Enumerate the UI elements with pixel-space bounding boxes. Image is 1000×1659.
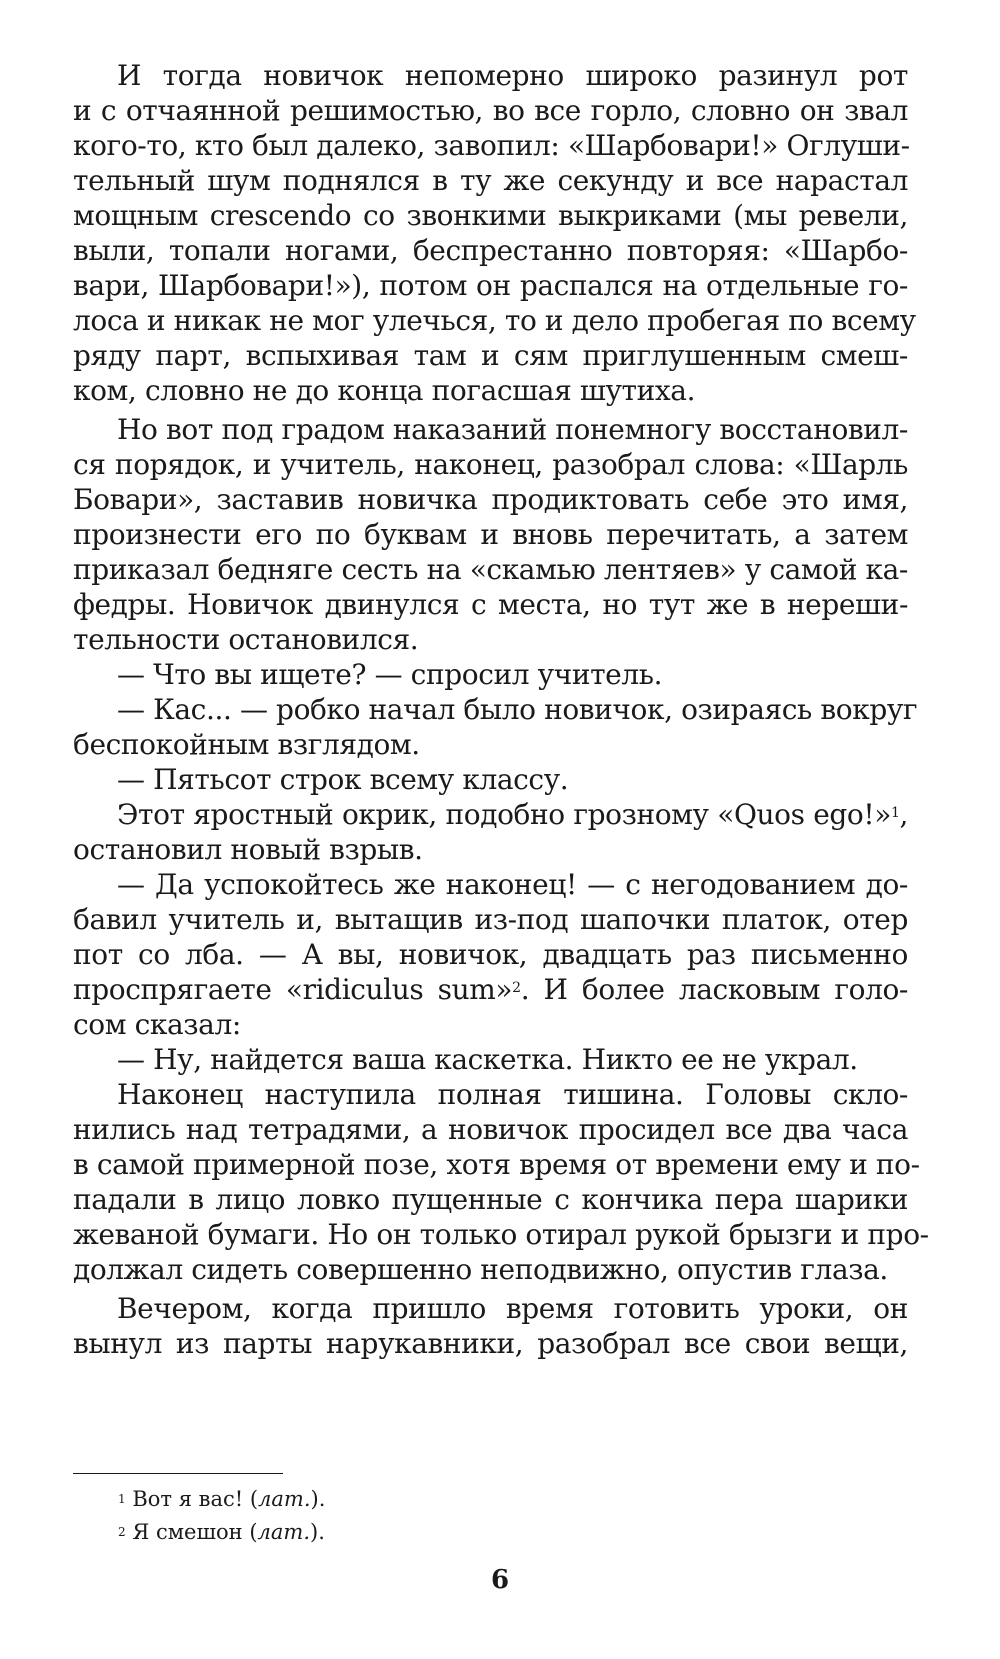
text-line: сом сказал: <box>73 1008 241 1041</box>
page-number: 6 <box>490 1565 510 1595</box>
footnote-italic: лат. <box>258 1487 311 1511</box>
text-line: — Ну, найдется ваша каскетка. Никто ее не украл. <box>117 1043 858 1076</box>
text-line <box>73 972 908 1008</box>
text-line: приказал бедняге сесть на «скамью лентяев» у самой ка- <box>73 553 908 586</box>
text-line: тельный шум поднялся в ту же секунду и все нарастал <box>73 164 908 197</box>
text-line: мощным crescendo со звонкими выкриками (мы ревели, <box>73 199 908 232</box>
text-line: тельности остановился. <box>73 623 419 656</box>
text-line: кого-то, кто был далеко, завопил: «Шарбовари!» Оглуши- <box>73 129 910 162</box>
footnote-mark: 2 <box>118 1525 126 1539</box>
text-line: Вечером, когда пришло время готовить уроки, он <box>117 1292 908 1325</box>
text-line: — Кас... — робко начал было новичок, озираясь вокруг <box>117 693 918 726</box>
text-line: лоса и никак не мог улечься, то и дело пробегая по всему <box>73 304 916 337</box>
text-line: бавил учитель и, вытащив из-под шапочки платок, отер <box>73 903 908 936</box>
text-line: произнести его по буквам и вновь перечитать, а затем <box>73 518 908 551</box>
text-line: — Да успокойтесь же наконец! — с негодованием до- <box>117 868 908 901</box>
footnote-mark: 1 <box>118 1492 126 1506</box>
text-line: Бовари», заставив новичка продиктовать себе это имя, <box>73 483 908 516</box>
text-span: . И более ласковым голо- <box>520 973 908 1006</box>
text-line: в самой примерной позе, хотя время от времени ему и по- <box>73 1148 920 1181</box>
footnote-text: Вот я вас! ( <box>132 1487 259 1511</box>
text-span: Этот яростный окрик, подобно грозному «Quos ego!» <box>117 798 891 831</box>
text-line: ком, словно не до конца погасшая шутиха. <box>73 374 696 407</box>
text-span: проспрягаете «ridiculus sum» <box>73 973 513 1006</box>
text-line: нились над тетрадями, а новичок просидел все два часа <box>73 1113 908 1146</box>
footnote-mark: 2 <box>512 980 521 996</box>
text-line: — Пятьсот строк всему классу. <box>117 763 569 796</box>
text-line: И тогда новичок непомерно широко разинул рот <box>117 59 908 92</box>
footnote-mark: 1 <box>890 805 900 821</box>
text-line: ряду парт, вспыхивая там и сям приглушенным смеш- <box>73 339 908 372</box>
text-line: вари, Шарбовари!»), потом он распался на отдельные го- <box>73 269 908 302</box>
text-line: — Что вы ищете? — спросил учитель. <box>117 658 663 691</box>
text-line: выли, топали ногами, беспрестанно повторяя: «Шарбо- <box>73 234 908 267</box>
text-line: и с отчаянной решимостью, во все горло, словно он звал <box>73 94 908 127</box>
footnote-divider <box>73 1473 283 1474</box>
text-line: Наконец наступила полная тишина. Головы скло- <box>117 1078 908 1111</box>
text-line: ся порядок, и учитель, наконец, разобрал слова: «Шарль <box>73 448 908 481</box>
text-line: остановил новый взрыв. <box>73 833 423 866</box>
footnote <box>118 1485 325 1513</box>
text-line: должал сидеть совершенно неподвижно, опустив глаза. <box>73 1253 888 1286</box>
text-line: жеваной бумаги. Но он только отирал рукой брызги и про- <box>73 1218 929 1251</box>
text-line: Но вот под градом наказаний понемногу восстановил- <box>117 413 908 446</box>
footnote <box>118 1518 325 1546</box>
text-line: федры. Новичок двинулся с места, но тут же в нереши- <box>73 588 908 621</box>
footnote-text: Я смешон ( <box>132 1520 258 1544</box>
text-line: пот со лба. — А вы, новичок, двадцать раз письменно <box>73 938 908 971</box>
footnote-italic: лат. <box>257 1520 311 1544</box>
footnote-end: ). <box>310 1520 325 1544</box>
text-line: падали в лицо ловко пущенные с кончика пера шарики <box>73 1183 908 1216</box>
text-line: беспокойным взглядом. <box>73 728 420 761</box>
text-line: вынул из парты нарукавники, разобрал все свои вещи, <box>73 1327 908 1360</box>
text-line: Этот яростный окрик, подобно грозному «Quos ego!»$^1$, <box>117 798 908 831</box>
footnote-end: ). <box>310 1487 326 1511</box>
